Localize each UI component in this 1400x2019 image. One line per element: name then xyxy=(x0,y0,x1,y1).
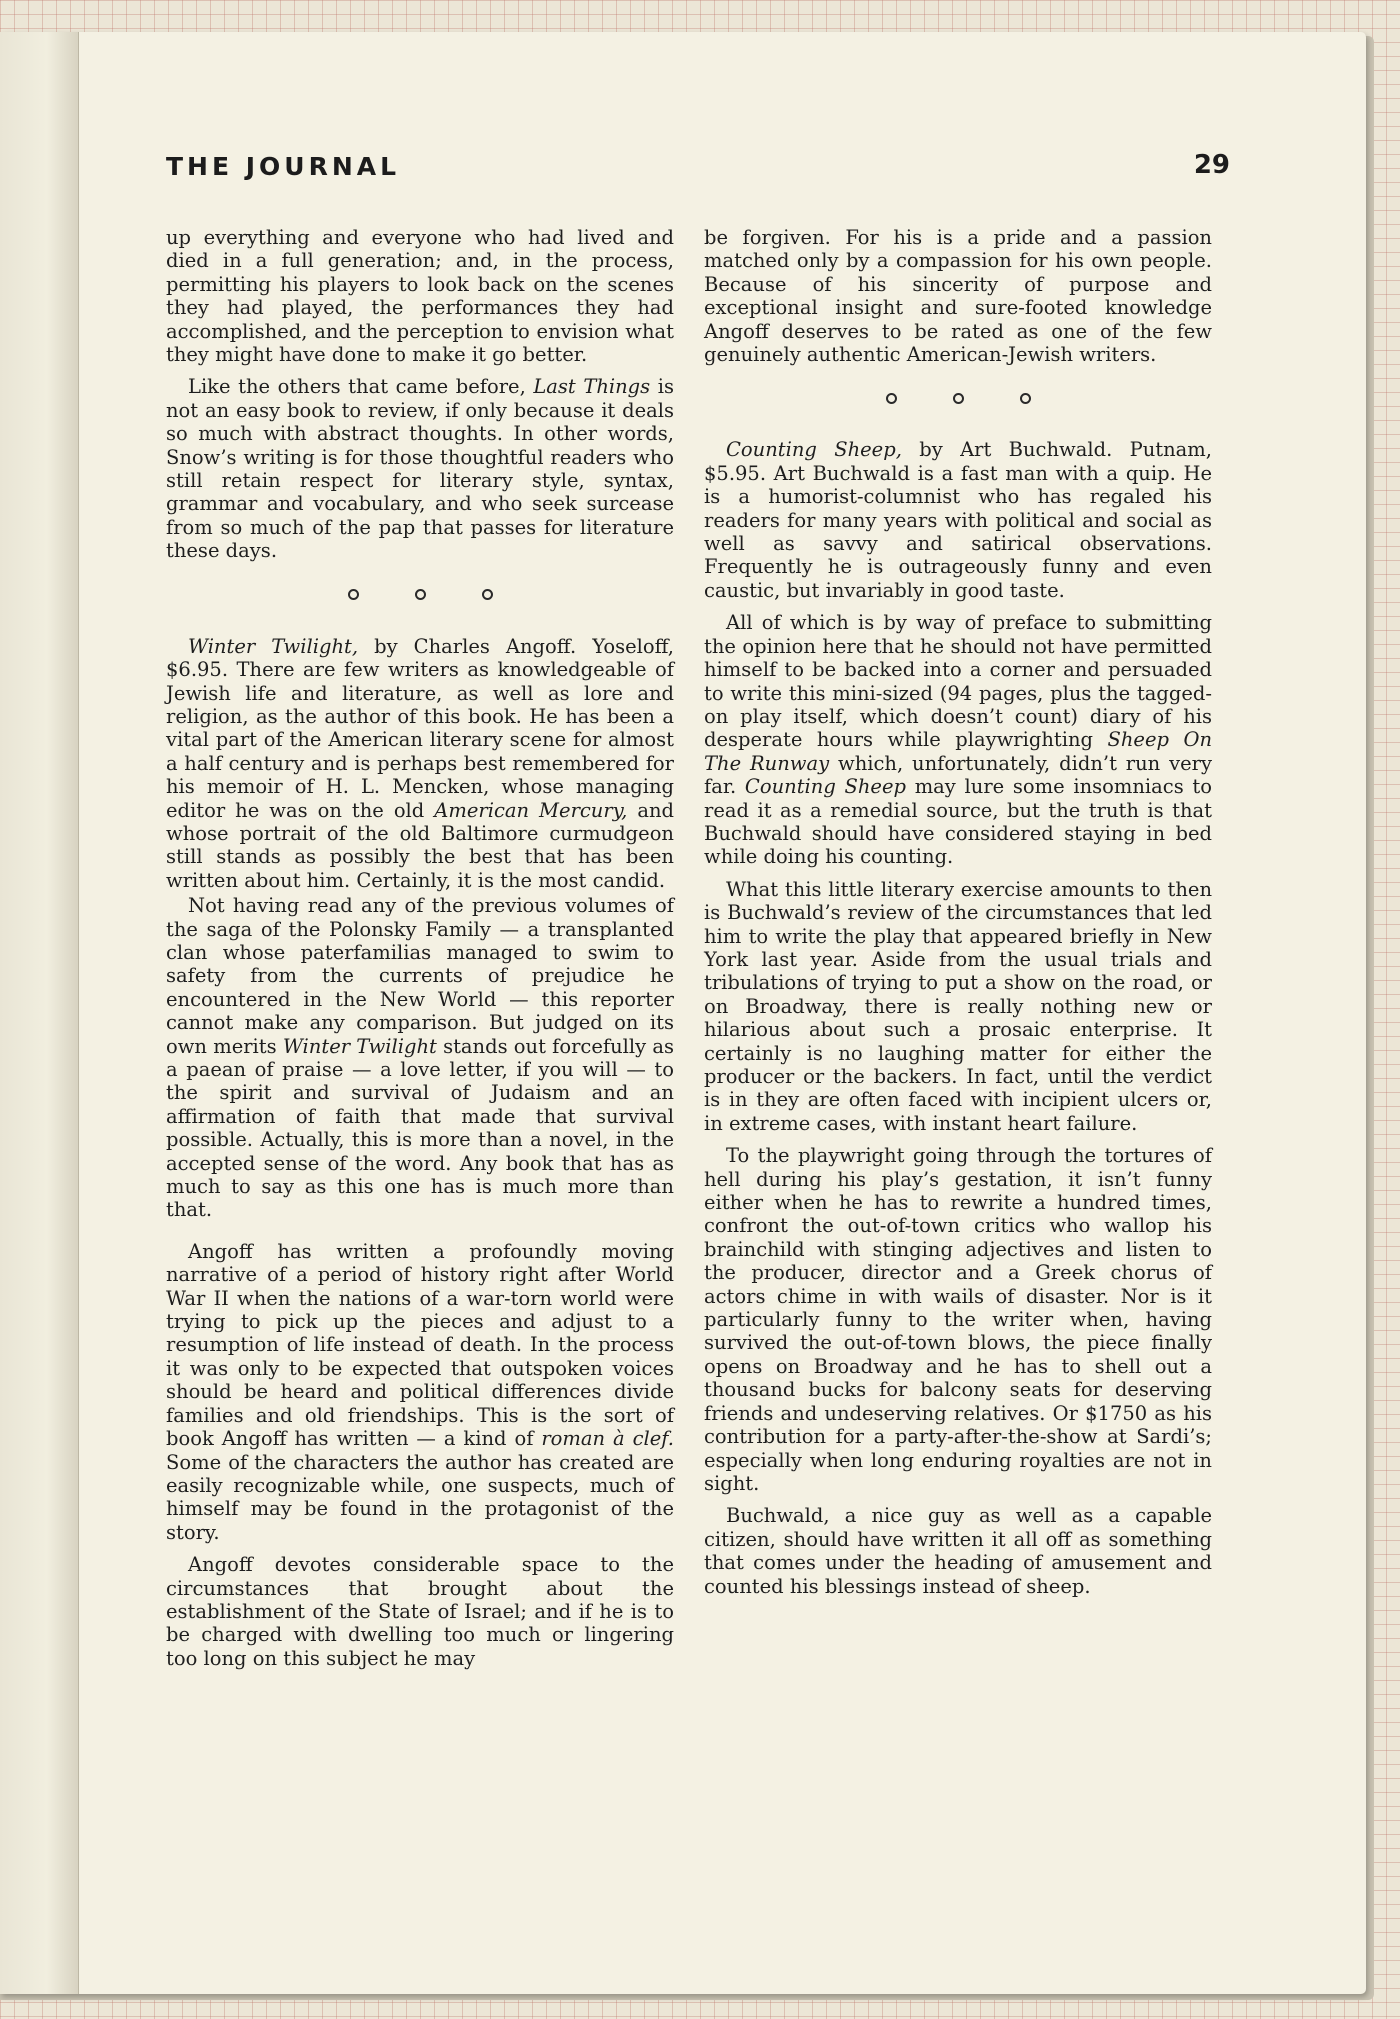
phrase-italic: roman à clef. xyxy=(541,1427,674,1451)
book-title: Counting Sheep, xyxy=(726,438,902,462)
previous-page-edge xyxy=(0,32,79,1994)
paragraph: What this little literary exercise amounts to then is Buchwald’s review of the circumstances that led him to write the play that appeared briefly in New York last year. Aside from the usual trials and tribulations of trying to put a show on the road, or on Broadway, there is really nothing new or hilarious about such a prosaic enterprise. It certainly is no laughing matter for either the producer or the backers. In fact, until the verdict is in they are often faced with incipient ulcers or, in extreme cases, with instant heart failure. xyxy=(704,877,1212,1135)
book-title: Winter Twilight, xyxy=(188,634,359,658)
section-divider xyxy=(166,585,674,605)
running-header-title: THE JOURNAL xyxy=(166,152,401,181)
paragraph: All of which is by way of preface to submitting the opinion here that he should not have permitted himself to be backed into a corner and persuaded to write this mini-sized (94 pages, plus the tagged-on play itself, which doesn’t count) diary of his desperate hours while playwrighting Sheep On The Runway which, unfortunately, didn’t run very far. Counting Sheep may lure some insomniacs to read it as a remedial source, but the truth is that Buchwald should have considered staying in bed while doing his counting. xyxy=(704,611,1212,869)
paragraph: Angoff has written a profoundly moving narrative of a period of history right after World War II when the nations of a war-torn world were trying to pick up the pieces and adjust to a resumption of life instead of death. In the process it was only to be expected that outspoken voices should be heard and political differences divide families and old friendships. This is the sort of book Angoff has written — a kind of roman à clef. Some of the characters the author has created are easily recognizable while, one suspects, much of himself may be found in the protagonist of the story. xyxy=(166,1239,674,1544)
paragraph: Buchwald, a nice guy as well as a capable citizen, should have written it all off as something that comes under the heading of amusement and counted his blessings instead of sheep. xyxy=(704,1504,1212,1598)
magazine-title: American Mercury, xyxy=(434,798,628,822)
paragraph: To the playwright going through the tortures of hell during his play’s gestation, it isn’t funny either when he has to rewrite a hundred times, confront the out-of-town critics who wallop his brainchild with stinging adjectives and listen to the producer, director and a Greek chorus of actors chime in with wails of disaster. Nor is it particularly funny to the writer when, having survived the out-of-town blows, the piece finally opens on Broadway and he has to shell out a thousand bucks for balcony seats for deserving friends and undeserving relatives. Or $1750 as his contribution for a party-after-the-show at Sardi’s; especially when long enduring royalties are not in sight. xyxy=(704,1144,1212,1495)
paragraph: Like the others that came before, Last Things is not an easy book to review, if only because it deals so much with abstract thoughts. In other words, Snow’s writing is for those thoughtful readers who still retain respect for literary style, syntax, grammar and vocabulary, and who seek surcease from so much of the pap that passes for literature these days. xyxy=(166,375,674,563)
right-column xyxy=(704,226,1212,1607)
left-column xyxy=(166,226,674,1679)
paragraph: Angoff devotes considerable space to the circumstances that brought about the establishment of the State of Israel; and if he is to be charged with dwelling too much or lingering too long on this subject he may xyxy=(166,1553,674,1670)
page-number: 29 xyxy=(1193,150,1230,180)
paragraph: Not having read any of the previous volumes of the saga of the Polonsky Family — a transplanted clan whose paterfamilias managed to swim to safety from the currents of prejudice he encountered in the New World — this reporter cannot make any comparison. But judged on its own merits Winter Twilight stands out forcefully as a paean of praise — a love letter, if you will — to the spirit and survival of Judaism and an affirmation of faith that made that survival possible. Actually, this is more than a novel, in the accepted sense of the word. Any book that has as much to say as this one has is much more than that. xyxy=(166,894,674,1222)
book-title: Winter Twilight xyxy=(282,1034,437,1058)
review-lead-paragraph: Counting Sheep, by Art Buchwald. Putnam, $5.95. Art Buchwald is a fast man with a quip. He is a humorist-columnist who has regaled his readers for many years with political and social as well as savvy and satirical observations. Frequently he is outrageously funny and even caustic, but invariably in good taste. xyxy=(704,438,1212,602)
play-title: Sheep On The Runway xyxy=(704,728,1212,775)
section-divider xyxy=(704,388,1212,408)
book-title: Counting Sheep xyxy=(744,775,906,799)
paragraph: be forgiven. For his is a pride and a passion matched only by a compassion for his own people. Because of his sincerity of purpose and exceptional insight and sure-footed knowledge Angoff deserves to be rated as one of the few genuinely authentic American-Jewish writers. xyxy=(704,226,1212,367)
book-title: Last Things xyxy=(533,375,651,399)
review-lead-paragraph: Winter Twilight, by Charles Angoff. Yoseloff, $6.95. There are few writers as knowledgeable of Jewish life and literature, as well as lore and religion, as the author of this book. He has been a vital part of the American literary scene for almost a half century and is perhaps best remembered for his memoir of H. L. Mencken, whose managing editor he was on the old American Mercury, and whose portrait of the old Baltimore curmudgeon still stands as possibly the best that has been written about him. Certainly, it is the most candid. xyxy=(166,634,674,892)
paragraph: up everything and everyone who had lived and died in a full generation; and, in the process, permitting his players to look back on the scenes they had played, the performances they had accomplished, and the perception to envision what they might have done to make it go better. xyxy=(166,226,674,367)
